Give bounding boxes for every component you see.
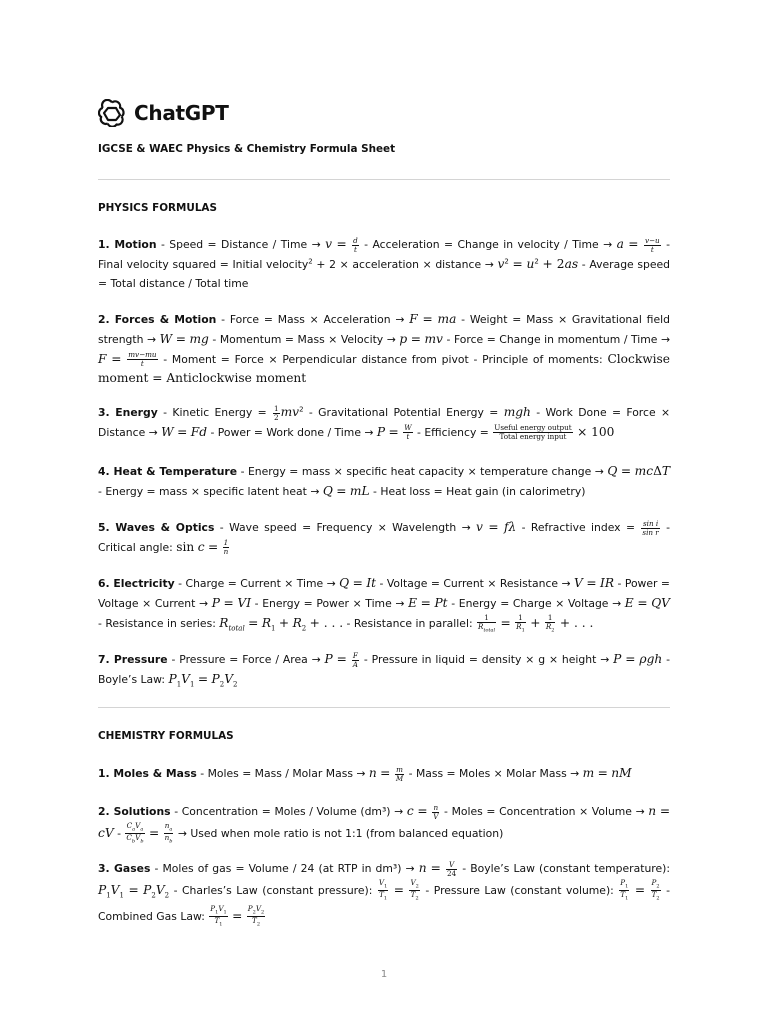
section-label: 1. Motion bbox=[98, 238, 157, 251]
page-number: 1 bbox=[380, 969, 388, 980]
physics-pressure-section: 7. Pressure - Pressure = Force / Area → P = $\frac{F}{A}$ - Pressure in liquid = density × g × height → P = ρgh - Boyle’s Law: $P_1V_1 = P_2V_2$ bbox=[98, 650, 671, 689]
chemistry-gases-section: 3. Gases - Moles of gas = Volume / 24 (at RTP in dm³) → n = $\frac{V}{24}$ - Boyle’s Law (constant temperature): $P_1V_1 = P_2V_2$ - Charles’s Law (constant pressure): $\frac{V_1}{T_1}$ = $\frac{V_2}{T_2}$ - Pressure Law (constant volume): $\frac{P_1}{T_1}$ = $\frac{P_2}{T_2}$ - Combined Gas Law: $\frac{P_1V_1}{T_1}$ = $\frac{P_2V_2}{T_2}$ bbox=[98, 859, 671, 928]
physics-energy-section: 3. Energy - Kinetic Energy = $\frac{1}{2}$ $mv^2$ - Gravitational Potential Energy = mgh - Work Done = Force × Distance → W = Fd - Power = Work done / Time → P = $\frac{W}{t}$ - Efficiency = $\frac{\text{Useful energy output}}{\text{Total energy input}}$ × 100 bbox=[98, 403, 670, 442]
chemistry-solutions-section: 2. Solutions - Concentration = Moles / Volume (dm³) → c = $\frac{n}{V}$ - Moles = Concentration × Volume → n = cV - $\frac{C_aV_a}{C_bV_b}$ = $\frac{n_a}{n_b}$ → Used when mole ratio is not 1:1 (from balanced equation) bbox=[98, 802, 671, 845]
physics-electricity-section: 6. Electricity - Charge = Current × Time → Q = It - Voltage = Current × Resistance → V = IR - Power = Voltage × Current → P = VI - Energy = Power × Time → E = Pt - Energy = Charge × Voltage → E = QV - Resistance in series: $R_{total} = R_1 + R_2$ + . . . - Resistance in parallel: $\frac{1}{R_{total}}$ = $\frac{1}{R_1}$ + $\frac{1}{R_2}$ + . . . bbox=[98, 576, 670, 634]
section-label: 4. Heat & Temperature bbox=[98, 465, 238, 478]
physics-motion-section: 1. Motion - Speed = Distance / Time → v = $\frac{d}{t}$ - Acceleration = Change in velocity / Time → a = $\frac{v-u}{t}$ - Final velocity squared = Initial velocity$^2$ + 2 × acceleration × distance → $v^2 = u^2 + 2as$ - Average speed = Total distance / Total time bbox=[98, 235, 671, 290]
section-label: 7. Pressure bbox=[98, 653, 168, 666]
section-label: 3. Gases bbox=[98, 862, 151, 875]
physics-waves-section: 5. Waves & Optics - Wave speed = Frequency × Wavelength → v = fλ - Refractive index = $\frac{\text{sin i}}{\text{sin r}}$ - Critical angle: sin c = $\frac{1}{n}$ bbox=[98, 518, 671, 557]
section-label: 3. Energy bbox=[98, 406, 158, 419]
divider bbox=[98, 707, 670, 708]
physics-heat-section: 4. Heat & Temperature - Energy = mass × specific heat capacity × temperature change → Q = mcΔT - Energy = mass × specific latent heat → Q = mL - Heat loss = Heat gain (in calorimetry) bbox=[98, 464, 671, 498]
brand-name: ChatGPT bbox=[134, 101, 229, 125]
physics-heading: PHYSICS FORMULAS bbox=[98, 202, 217, 214]
section-label: 5. Waves & Optics bbox=[98, 521, 215, 534]
physics-forces-section: 2. Forces & Motion - Force = Mass × Acceleration → F = ma - Weight = Mass × Gravitational field strength → W = mg - Momentum = Mass × Velocity → p = mv - Force = Change in momentum / Time → F = $\frac{mv-mu}{t}$ - Moment = Force × Perpendicular distance from pivot - Principle of moments: Clockwise moment = Anticlockwise moment bbox=[98, 312, 671, 386]
chemistry-heading: CHEMISTRY FORMULAS bbox=[98, 730, 234, 742]
openai-logo-icon bbox=[98, 99, 126, 127]
section-label: 6. Electricity bbox=[98, 577, 175, 590]
brand-header bbox=[98, 99, 229, 127]
section-label: 2. Solutions bbox=[98, 805, 171, 818]
section-label: 1. Moles & Mass bbox=[98, 767, 197, 780]
document-title: IGCSE & WAEC Physics & Chemistry Formula Sheet bbox=[98, 143, 396, 155]
chemistry-moles-section: 1. Moles & Mass - Moles = Mass / Molar Mass → n = $\frac{m}{M}$ - Mass = Moles × Molar Mass → m = nM bbox=[98, 764, 632, 783]
section-label: 2. Forces & Motion bbox=[98, 313, 217, 326]
divider bbox=[98, 179, 670, 180]
